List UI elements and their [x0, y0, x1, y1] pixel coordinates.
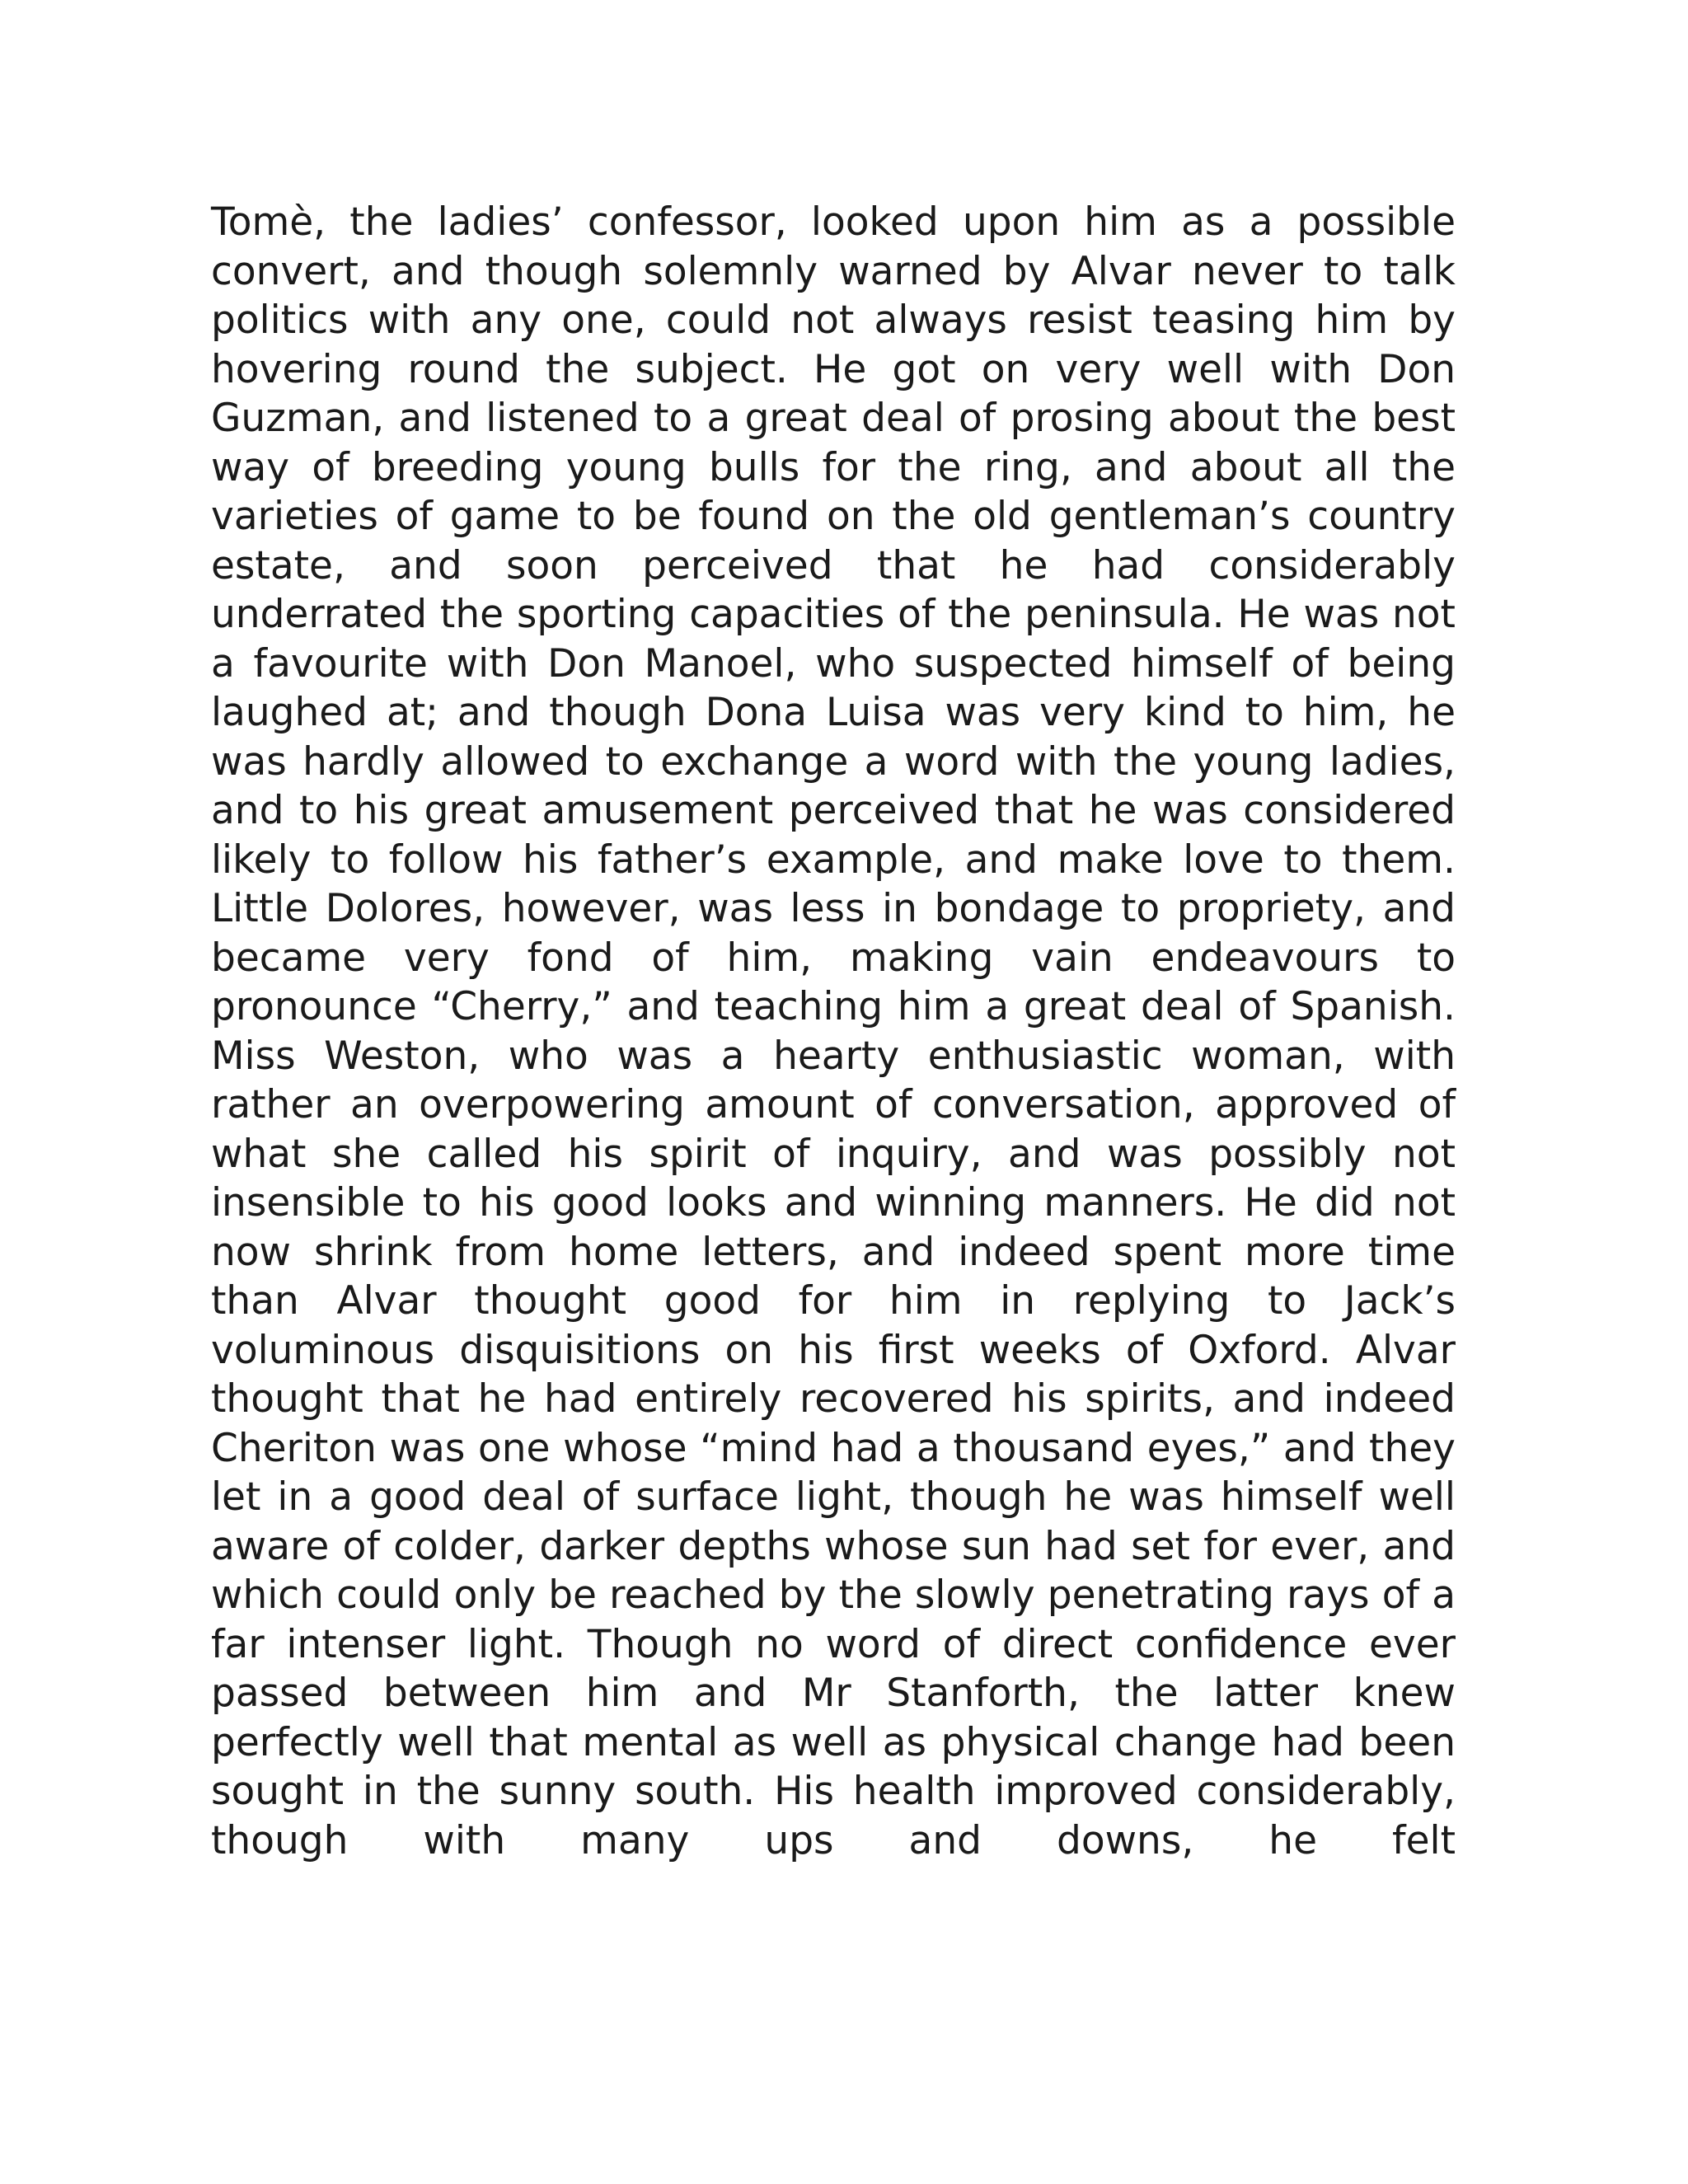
body-paragraph: Tomè, the ladies’ confessor, looked upon him as a possible convert, and though solemnly warned by Alvar never to talk politics with any one, could not always resist teasing him by hovering round the subject. He got on very well with Don Guzman, and listened to a great deal of prosing about the best way of breeding young bulls for the ring, and about all the varieties of game to be found on the old gentleman’s country estate, and soon perceived that he had considerably underrated the sporting capacities of the peninsula. He was not a favourite with Don Manoel, who suspected himself of being laughed at; and though Dona Luisa was very kind to him, he was hardly allowed to exchange a word with the young ladies, and to his great amusement perceived that he was considered likely to follow his father’s example, and make love to them. Little Dolores, however, was less in bondage to propriety, and became very fond of him, making vain endeavours to pronounce “Cherry,” and teaching him a great deal of Spanish. Miss Weston, who was a hearty enthusiastic woman, with rather an overpowering amount of conversation, approved of what she called his spirit of inquiry, and was possibly not insensible to his good looks and winning manners. He did not now shrink from home letters, and indeed spent more time than Alvar thought good for him in replying to Jack’s voluminous disquisitions on his first weeks of Oxford. Alvar thought that he had entirely recovered his spirits, and indeed Cheriton was one whose “mind had a thousand eyes,” and they let in a good deal of surface light, though he was himself well aware of colder, darker depths whose sun had set for ever, and which could only be reached by the slowly penetrating rays of a far intenser light. Though no word of direct confidence ever passed between him and Mr Stanforth, the latter knew perfectly well that mental as well as physical change had been sought in the sunny south. His health improved considerably, though with many ups and downs, he felt [211, 199, 1456, 1863]
